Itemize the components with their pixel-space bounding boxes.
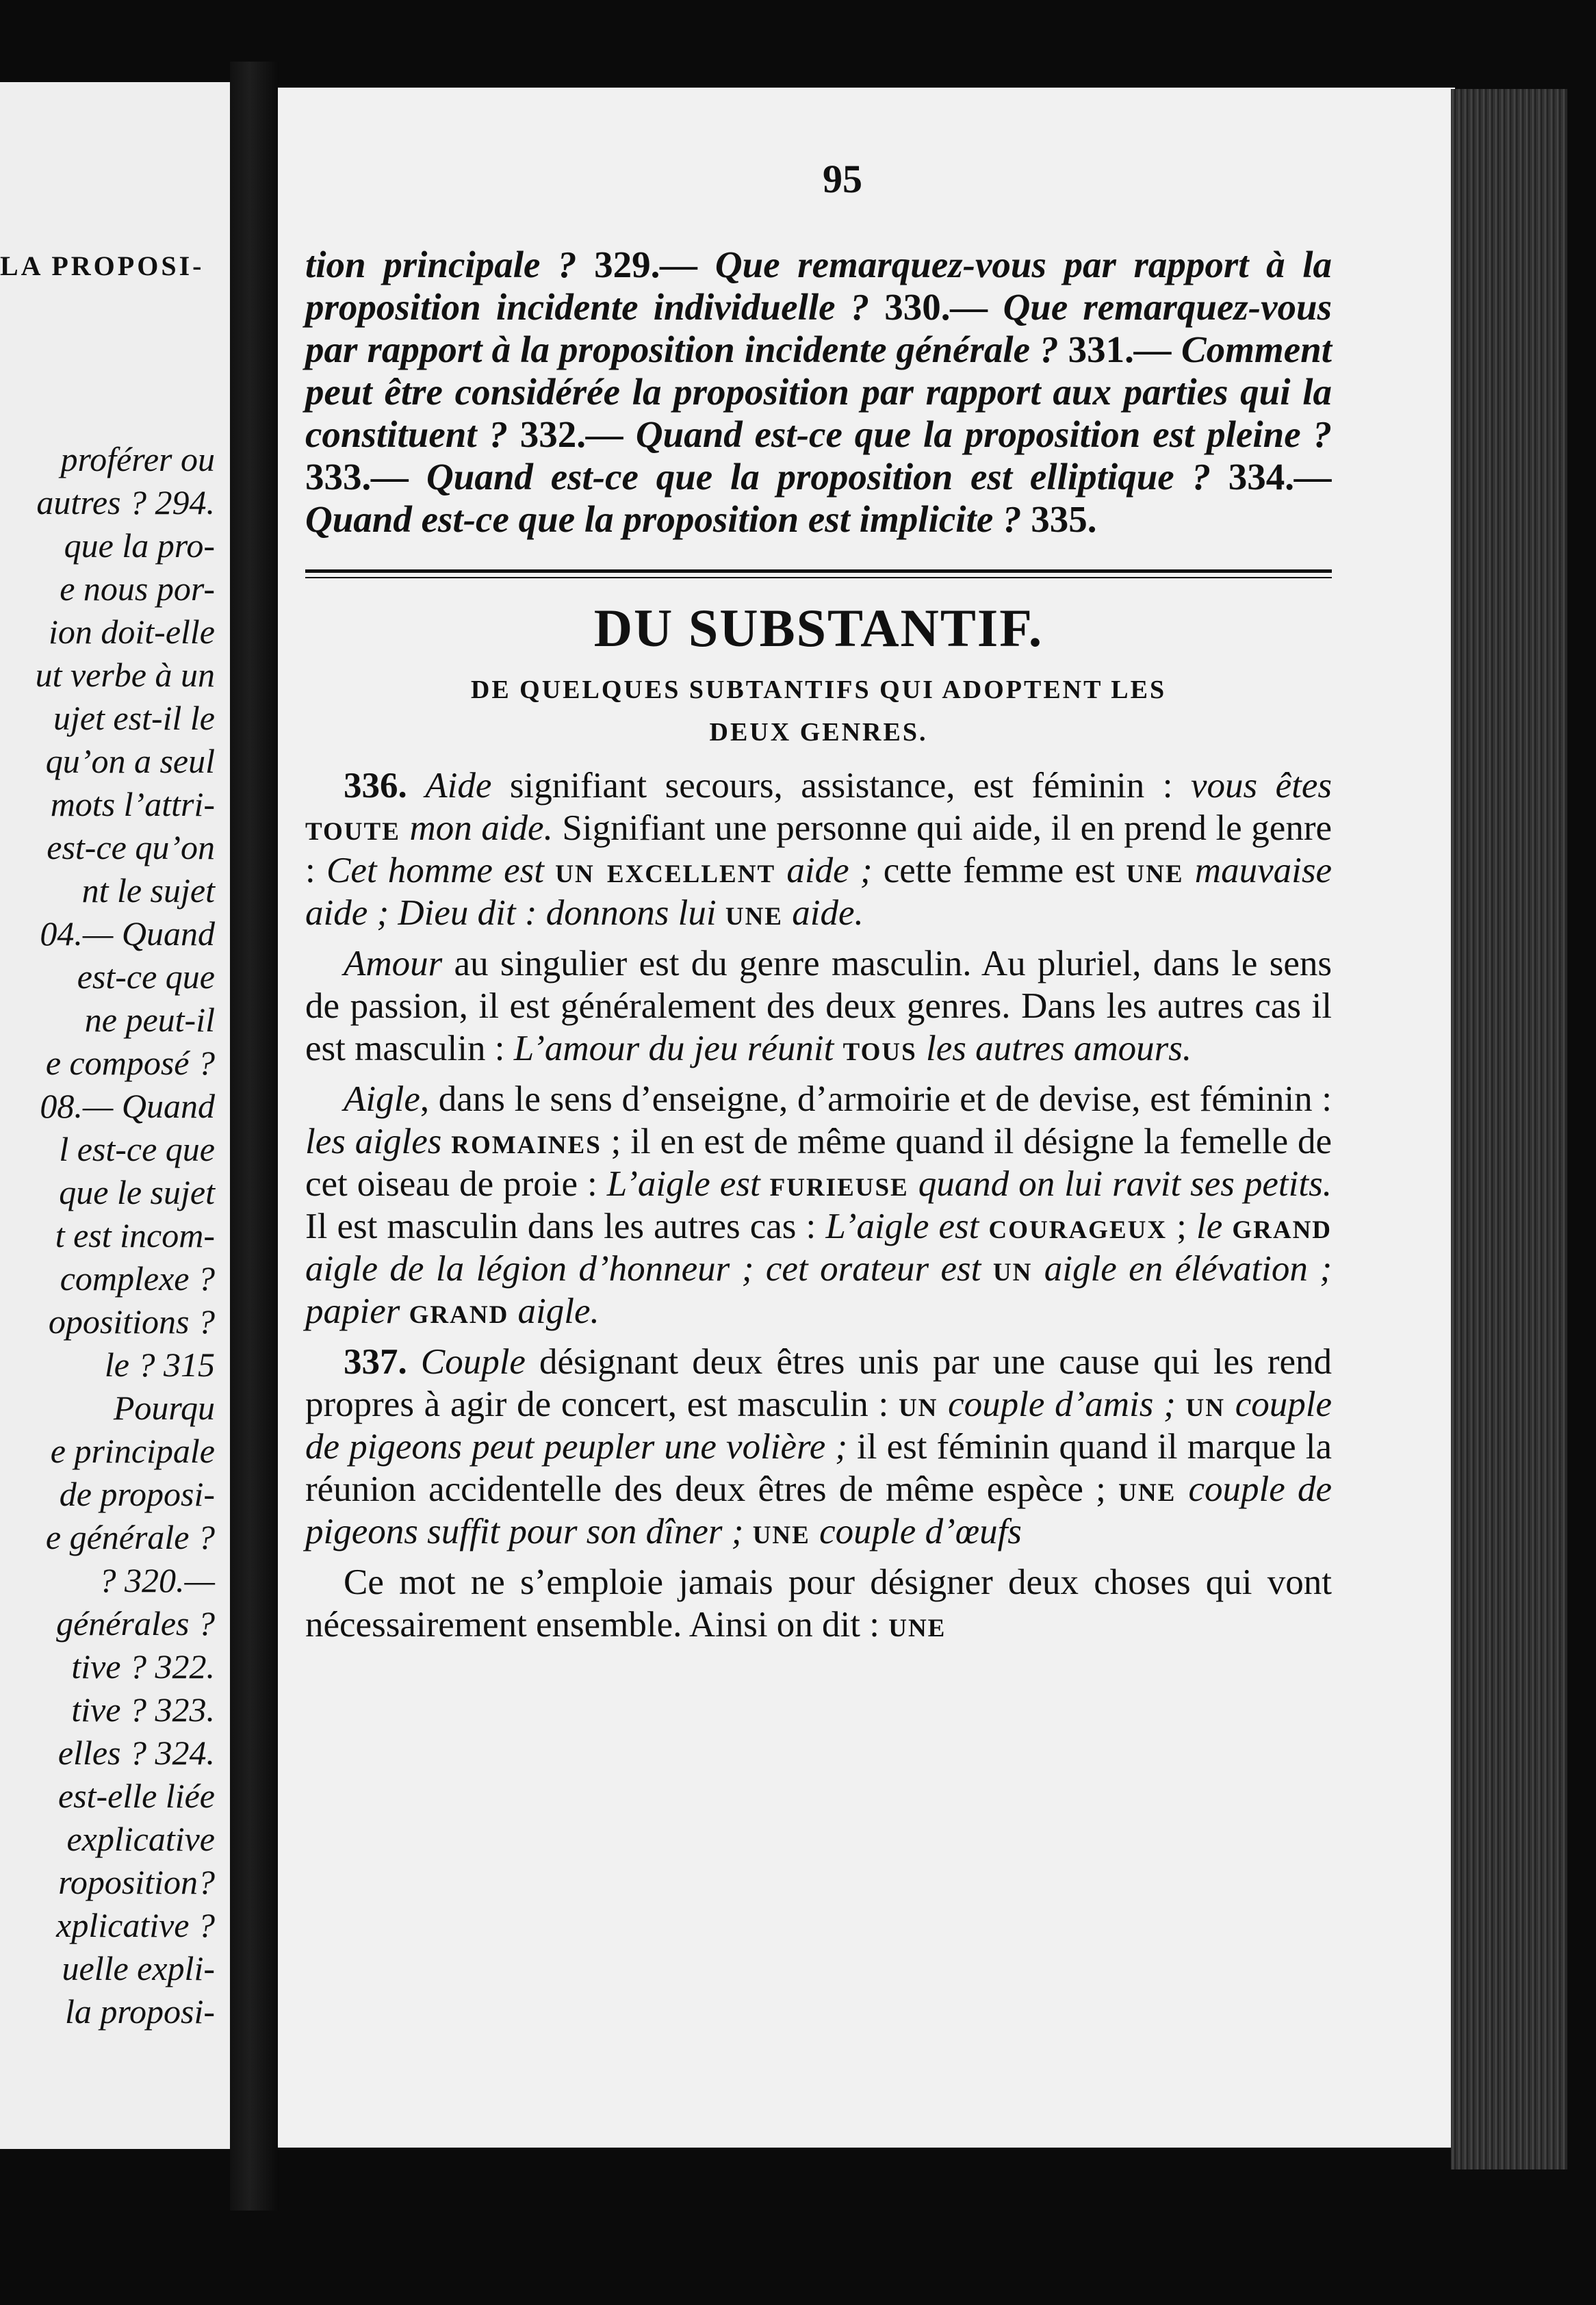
left-page-line: tive ? 322.	[71, 1647, 215, 1686]
headword: Amour	[344, 944, 443, 983]
text-run: il est féminin quand il marque la réunion accidentelle des deux êtres de même espèce ;	[305, 1427, 1332, 1509]
left-page-line: proférer ou	[60, 440, 215, 478]
left-page-line: tive ? 323.	[71, 1690, 215, 1729]
left-page-line: de proposi-	[59, 1475, 215, 1513]
divider-thin-rule	[305, 577, 1332, 578]
example-run: couple de pigeons peut peupler une volière ;	[305, 1385, 1332, 1467]
question-number: 330.	[884, 286, 951, 328]
left-page-line: est-ce que	[77, 957, 215, 996]
subtitle-line: DE QUELQUES SUBTANTIFS QUI ADOPTENT LES	[470, 675, 1167, 704]
example-run: couple de pigeons suffit pour son dîner ;	[305, 1469, 1333, 1551]
left-page-line: xplicative ?	[56, 1906, 215, 1944]
left-page-line: est-ce qu’on	[47, 828, 215, 866]
paragraph-337	[305, 1341, 1332, 1553]
smallcaps-run: un	[898, 1385, 938, 1424]
headword: Couple	[420, 1342, 526, 1382]
left-page-line: e principale	[50, 1432, 215, 1470]
text-run: , dans le sens d’enseigne, d’armoirie et de devise, est féminin :	[420, 1079, 1332, 1119]
smallcaps-run: courageux	[988, 1207, 1168, 1246]
smallcaps-run: grand	[409, 1291, 509, 1331]
example-run: vous êtes	[1190, 766, 1332, 806]
left-page-line: nt le sujet	[81, 871, 215, 910]
question-331: — Comment peut être considérée la proposition par rapport aux parties qui la constituent ?	[305, 329, 1332, 455]
left-page-line: ujet est-il le	[53, 699, 215, 737]
example-run: Cet homme est	[326, 851, 556, 890]
question-number: 329.	[594, 244, 660, 285]
left-page-line: ? 320.—	[99, 1561, 215, 1599]
left-page	[0, 82, 237, 2149]
left-page-header: LA PROPOSI-	[0, 250, 205, 281]
smallcaps-run: une	[888, 1605, 947, 1645]
example-run: L’aigle est	[606, 1164, 770, 1204]
left-page-line: 08.— Quand	[40, 1087, 215, 1125]
example-run: couple d’amis ;	[938, 1385, 1186, 1424]
left-page-line: générales ?	[56, 1604, 215, 1643]
smallcaps-run: une	[752, 1512, 810, 1551]
left-page-line: 04.— Quand	[40, 914, 215, 953]
left-page-line: e nous por-	[60, 569, 215, 608]
left-page-line: explicative	[66, 1820, 215, 1858]
smallcaps-run: un excellent	[555, 851, 776, 890]
left-page-line: ut verbe à un	[35, 656, 215, 694]
smallcaps-run: toute	[305, 808, 400, 848]
subtitle-line: DEUX GENRES.	[709, 718, 928, 747]
headword: Aide	[425, 766, 492, 806]
question-334: — Quand est-ce que la proposition est implicite ?	[305, 456, 1332, 540]
left-page-line: Pourqu	[113, 1389, 215, 1427]
question-329: — Que remarquez-vous par rapport à la proposition incidente individuelle ?	[305, 244, 1333, 328]
left-page-line: e générale ?	[45, 1518, 215, 1556]
question-333: — Quand est-ce que la proposition est elliptique ?	[371, 456, 1228, 498]
left-page-line: ne peut-il	[84, 1001, 215, 1039]
smallcaps-run: une	[725, 893, 783, 933]
section-divider	[305, 569, 1332, 578]
page-edges	[1451, 89, 1567, 2169]
left-page-line: uelle expli-	[62, 1949, 215, 1987]
left-page-line: le ? 315	[104, 1345, 215, 1384]
paragraph-couple-note	[305, 1561, 1332, 1646]
left-page-line: e composé ?	[45, 1044, 215, 1082]
page-text	[305, 244, 1332, 1654]
paragraph-number: 336.	[344, 766, 407, 806]
page-number: 95	[823, 157, 862, 201]
question-number: 335.	[1031, 498, 1097, 540]
left-page-line: que le sujet	[59, 1173, 215, 1211]
paragraph-number: 337.	[344, 1342, 407, 1382]
left-page-line: mots l’attri-	[50, 785, 215, 823]
question-332: — Quand est-ce que la proposition est pleine ?	[586, 413, 1332, 455]
example-run: couple d’œufs	[810, 1512, 1022, 1551]
question-fragment: tion principale ?	[305, 244, 595, 285]
paragraph-aigle	[305, 1078, 1332, 1332]
example-run: les aigles	[305, 1122, 452, 1161]
example-run: mauvaise aide ; Dieu dit : donnons lui	[305, 851, 1332, 933]
text-run: ;	[1167, 1207, 1196, 1246]
headword: Aigle	[344, 1079, 420, 1119]
section-title: DU SUBSTANTIF.	[593, 598, 1044, 658]
example-run: aigle.	[509, 1291, 600, 1331]
example-run: quand on lui ravit ses petits.	[908, 1164, 1332, 1204]
question-number: 333.	[305, 456, 372, 498]
example-run: aide.	[782, 893, 864, 933]
left-page-line: elles ? 324.	[57, 1734, 215, 1772]
text-run: au singulier est du genre masculin. Au pluriel, dans le sens de passion, il est généralement des deux genres. Dans les autres cas il est masculin :	[305, 944, 1332, 1068]
right-page	[278, 88, 1455, 2148]
smallcaps-run: une	[1118, 1469, 1176, 1509]
left-page-line: que la pro-	[64, 526, 215, 565]
smallcaps-run: grand	[1232, 1207, 1333, 1246]
section-subtitle	[305, 669, 1332, 754]
left-page-line: qu’on a seul	[45, 742, 215, 780]
smallcaps-run: romaines	[451, 1122, 602, 1161]
smallcaps-run: un	[992, 1249, 1033, 1289]
left-page-line: est-elle liée	[57, 1777, 215, 1815]
example-run: les autres amours.	[916, 1029, 1192, 1068]
text-run: Il est masculin dans les autres cas :	[305, 1207, 826, 1246]
question-number: 332.	[519, 413, 587, 455]
example-run: aigle de la légion d’honneur ; cet orateur est	[305, 1249, 993, 1289]
left-page-line: t est incom-	[55, 1216, 215, 1254]
smallcaps-run: tous	[842, 1029, 917, 1068]
example-run: aigle en élévation ; papier	[305, 1249, 1332, 1331]
left-page-text	[0, 438, 215, 2033]
smallcaps-run: un	[1185, 1385, 1225, 1424]
text-run: ; il en est de même quand il désigne la femelle de cet oiseau de proie :	[305, 1122, 1332, 1204]
question-330: — Que remarquez-vous par rapport à la proposition incidente générale ?	[305, 286, 1333, 370]
left-page-line: la proposi-	[65, 1992, 215, 2031]
question-number: 334.	[1228, 456, 1294, 498]
example-run: L’aigle est	[825, 1207, 989, 1246]
left-page-line: complexe ?	[60, 1259, 215, 1298]
text-run: Ce mot ne s’emploie jamais pour désigner deux choses qui vont nécessairement ensemble. Ainsi on dit :	[305, 1562, 1332, 1645]
divider-thick-rule	[305, 569, 1332, 573]
text-run: désignant deux êtres unis par une cause qui les rend propres à agir de concert, est masculin :	[305, 1342, 1333, 1424]
text-run: cette femme est	[872, 851, 1127, 890]
example-run: mon aide.	[400, 808, 553, 848]
text-run: signifiant secours, assistance, est féminin :	[491, 766, 1191, 806]
left-page-line: opositions ?	[48, 1302, 215, 1341]
paragraph-336	[305, 764, 1332, 934]
left-page-line: autres ? 294.	[36, 483, 215, 521]
text-run: Signifiant une personne qui aide, il en prend le genre :	[305, 808, 1332, 890]
left-page-line: ion doit-elle	[49, 613, 215, 651]
question-number: 331.	[1068, 329, 1134, 370]
left-page-line: roposition?	[58, 1863, 215, 1901]
smallcaps-run: furieuse	[769, 1164, 909, 1204]
example-run: L’amour du jeu réunit	[513, 1029, 843, 1068]
paragraph-amour	[305, 942, 1332, 1070]
example-run: le	[1196, 1207, 1233, 1246]
questions-paragraph	[305, 244, 1332, 541]
example-run: aide ;	[775, 851, 873, 890]
left-page-line: l est-ce que	[59, 1130, 215, 1168]
smallcaps-run: une	[1126, 851, 1184, 890]
book-gutter	[230, 62, 279, 2211]
